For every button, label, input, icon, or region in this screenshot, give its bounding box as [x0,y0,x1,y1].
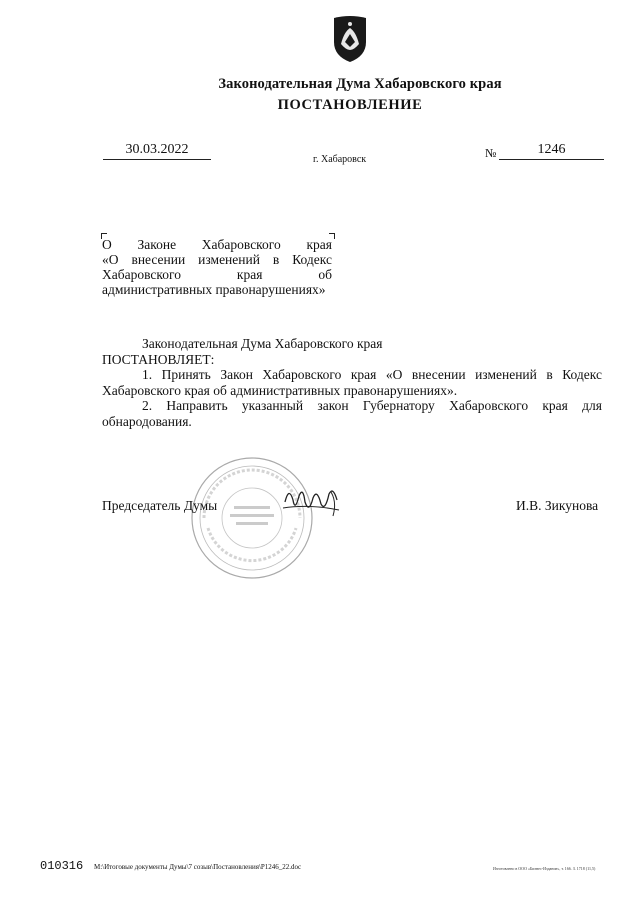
number-sign: № [485,146,497,160]
footer-code: 010316 [40,859,84,873]
chairman-title: Председатель Думы [102,498,218,513]
subject-line: «О внесении изменений в Кодекс [102,252,332,267]
footer-print-note: Изготовлено в ООО «Бизнес-Издание», т. 166. З. 1718 (11,5) [493,866,596,871]
item-2-line-2: обнародования. [102,413,192,429]
resolution-body [102,336,602,429]
document-subject [102,237,332,297]
body-intro: Законодательная Дума Хабаровского края [142,336,383,351]
item-1-line-2: Хабаровского края об административных правонарушениях». [102,382,458,398]
subject-line: Хабаровского края об [102,267,332,282]
handwritten-signature [279,482,343,518]
body-resolves: ПОСТАНОВЛЯЕТ: [102,351,215,367]
coat-of-arms-icon [328,14,372,64]
organization-title: Законодательная Дума Хабаровского края [218,76,502,92]
subject-line: О Законе Хабаровского края [102,237,332,252]
subject-line: административных правонарушениях» [102,282,326,297]
document-number: 1246 [499,142,604,160]
footer-file-path: М:\Итоговые документы Думы\7 созыв\Постановления\P1246_22.doc [94,863,302,871]
city-label: г. Хабаровск [313,154,367,165]
item-2-line-1: 2. Направить указанный закон Губернатору Хабаровского края для [142,398,602,413]
document-type-heading: ПОСТАНОВЛЕНИЕ [277,97,423,113]
document-date: 30.03.2022 [103,142,211,160]
item-1-line-1: 1. Принять Закон Хабаровского края «О внесении изменений в Кодекс [142,367,602,382]
signer-name: И.В. Зикунова [516,498,599,513]
